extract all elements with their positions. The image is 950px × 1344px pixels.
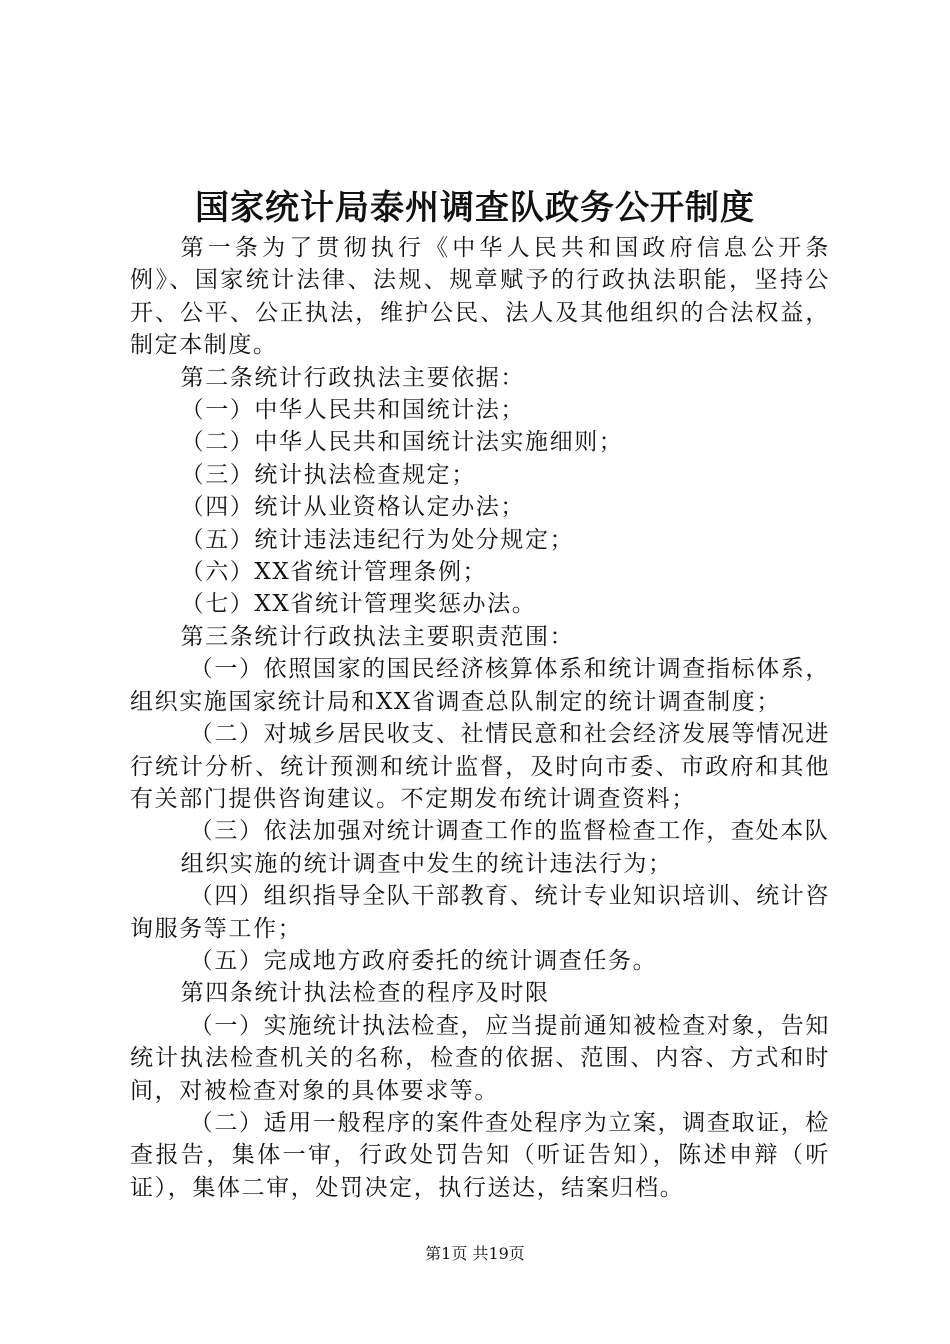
list-item: （一）实施统计执法检查，应当提前通知被检查对象，告知统计执法检查机关的名称，检查的依据、范围、内容、方式和时间，对被检查对象的具体要求等。 — [130, 1012, 830, 1104]
list-item: （四）统计从业资格认定办法； — [180, 494, 525, 521]
page-number: 第1页 共19页 — [425, 1244, 525, 1263]
paragraph: 组织实施的统计调查中发生的统计违法行为； — [180, 850, 673, 877]
list-item: （二）中华人民共和国统计法实施细则； — [180, 429, 624, 456]
paragraph: 第三条统计行政执法主要职责范围： — [180, 623, 575, 650]
list-item: （五）完成地方政府委托的统计调查任务。 — [189, 947, 658, 974]
list-item: （四）组织指导全队干部教育、统计专业知识培训、统计咨询服务等工作； — [130, 883, 830, 942]
paragraph: 第一条为了贯彻执行《中华人民共和国政府信息公开条例》、国家统计法律、法规、规章赋予的行政执法职能，坚持公开、公平、公正执法，维护公民、法人及其他组织的合法权益，制定本制度。 — [130, 235, 830, 359]
list-item: （一）依照国家的国民经济核算体系和统计调查指标体系，组织实施国家统计局和XX省调查总队制定的统计调查制度； — [130, 656, 830, 715]
list-item: （七）XX省统计管理奖惩办法。 — [180, 591, 537, 618]
list-item: （三）依法加强对统计调查工作的监督检查工作，查处本队 — [189, 818, 830, 845]
list-item: （五）统计违法违纪行为处分规定； — [180, 526, 575, 553]
paragraph: 第四条统计执法检查的程序及时限 — [180, 980, 550, 1007]
paragraph: 第二条统计行政执法主要依据： — [180, 364, 525, 391]
list-item: （一）中华人民共和国统计法； — [180, 397, 525, 424]
document-title: 国家统计局泰州调查队政务公开制度 — [195, 188, 755, 228]
list-item: （六）XX省统计管理条例； — [180, 559, 488, 586]
list-item: （三）统计执法检查规定； — [180, 461, 476, 488]
list-item: （二）对城乡居民收支、社情民意和社会经济发展等情况进行统计分析、统计预测和统计监督，及时向市委、市政府和其他有关部门提供咨询建议。不定期发布统计调查资料； — [130, 721, 830, 812]
document-body — [130, 232, 830, 1204]
list-item: （二）适用一般程序的案件查处程序为立案，调查取证，检查报告，集体一审，行政处罚告知（听证告知），陈述申辩（听证），集体二审，处罚决定，执行送达，结案归档。 — [130, 1109, 830, 1201]
